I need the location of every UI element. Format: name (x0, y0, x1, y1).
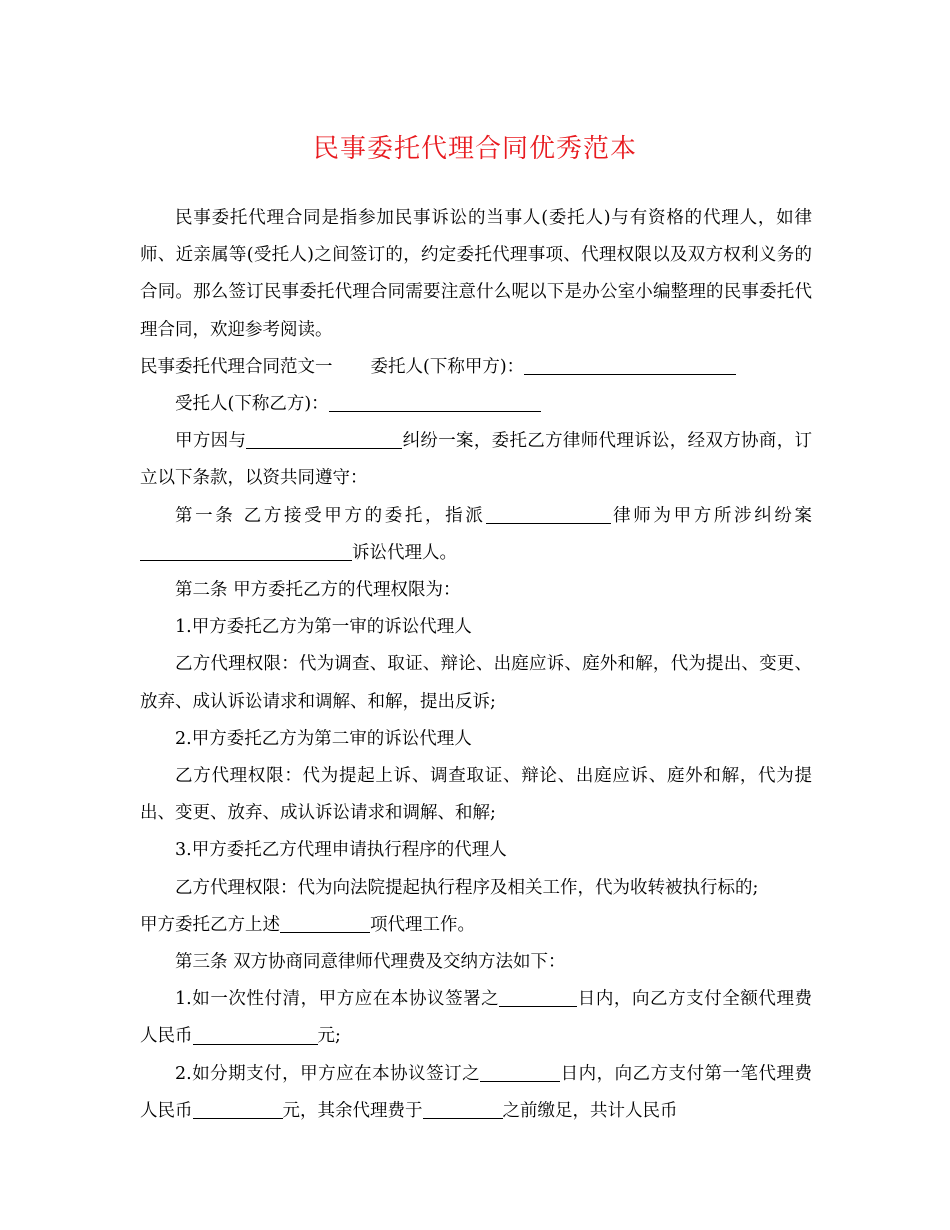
dispute-text-pre: 甲方因与 (175, 431, 247, 452)
party-a-blank[interactable] (524, 356, 736, 375)
deadline-blank[interactable] (423, 1101, 503, 1120)
days-blank-2[interactable] (480, 1063, 560, 1082)
intro-paragraph: 民事委托代理合同是指参加民事诉讼的当事人(委托人)与有资格的代理人，如律师、近亲属等(受托人)之间签订的，约定委托代理事项、代理权限以及双方权利义务的合同。那么签订民事委托代理合同需要注意什么呢以下是办公室小编整理的民事委托代理合同，欢迎参考阅读。 (140, 208, 812, 340)
article-3-item-1-text-mid: 日内，向乙方支付全额代理费人民币 (140, 989, 813, 1047)
article-3-item-2-text-post: 之前缴足，共计人民币 (502, 1100, 678, 1121)
article-2-item-3: 3.甲方委托乙方代理申请执行程序的代理人 (175, 840, 507, 861)
party-b-blank[interactable] (329, 394, 541, 413)
article-3-item-1 (140, 981, 812, 1055)
article-3-item-2 (140, 1056, 812, 1130)
article-2-item-2: 2.甲方委托乙方为第二审的诉讼代理人 (175, 728, 472, 749)
article-2-item-1: 1.甲方委托乙方为第一审的诉讼代理人 (175, 617, 472, 638)
case-name-blank[interactable] (140, 542, 352, 561)
article-2-heading: 第二条 甲方委托乙方的代理权限为： (175, 580, 461, 601)
article-2-item-3-scope-continued (140, 907, 812, 944)
dispute-text-post: 纠纷一案，委托乙方律师代理诉讼，经双方协商，订立以下条款，以资共同遵守： (140, 431, 813, 489)
party-b-label: 受托人(下称乙方)： (175, 394, 329, 415)
article-1-text-mid: 律师为甲方所涉纠纷案 (610, 505, 813, 526)
article-3-item-1-text-pre: 1.如一次性付清，甲方应在本协议签署之 (175, 989, 500, 1010)
article-3-item-2-text-mid1: 日内，向乙方支付第一笔代理费人民币 (140, 1063, 813, 1121)
lawyer-name-blank[interactable] (486, 505, 611, 524)
article-3-item-2-text-pre: 2.如分期支付，甲方应在本协议签订之 (175, 1063, 481, 1084)
article-2-item-1-scope: 乙方代理权限：代为调查、取证、辩论、出庭应诉、庭外和解，代为提出、变更、放弃、成认诉讼请求和调解、和解，提出反诉; (140, 654, 812, 712)
sample-heading: 民事委托代理合同范文一 (140, 356, 333, 377)
scope-b-text-pre: 甲方委托乙方上述 (140, 914, 280, 935)
article-2-item-3-scope: 乙方代理权限：代为向法院提起执行程序及相关工作，代为收转被执行标的; (175, 877, 759, 898)
party-b-line (140, 386, 812, 423)
dispute-blank[interactable] (246, 431, 402, 450)
dispute-paragraph (140, 423, 812, 497)
document-body (140, 200, 812, 1130)
full-fee-blank[interactable] (193, 1026, 318, 1045)
article-1-text-post: 诉讼代理人。 (352, 542, 457, 563)
first-fee-blank[interactable] (193, 1101, 283, 1120)
days-blank-1[interactable] (499, 989, 577, 1008)
article-3-item-1-text-post: 元; (317, 1026, 341, 1047)
article-3-item-2-text-mid2: 元，其余代理费于 (282, 1100, 423, 1121)
party-a-label: 委托人(下称甲方)： (370, 356, 525, 377)
article-1 (140, 498, 812, 572)
article-3-heading: 第三条 双方协商同意律师代理费及交纳方法如下： (175, 952, 566, 973)
items-count-blank[interactable] (280, 915, 370, 934)
article-1-text-pre: 第一条 乙方接受甲方的委托，指派 (175, 505, 486, 526)
sample-heading-line (140, 349, 812, 386)
scope-b-text-post: 项代理工作。 (370, 914, 475, 935)
article-2-item-2-scope: 乙方代理权限：代为提起上诉、调查取证、辩论、出庭应诉、庭外和解，代为提出、变更、放弃、成认诉讼请求和调解、和解; (140, 766, 812, 824)
document-title: 民事委托代理合同优秀范本 (312, 134, 637, 164)
